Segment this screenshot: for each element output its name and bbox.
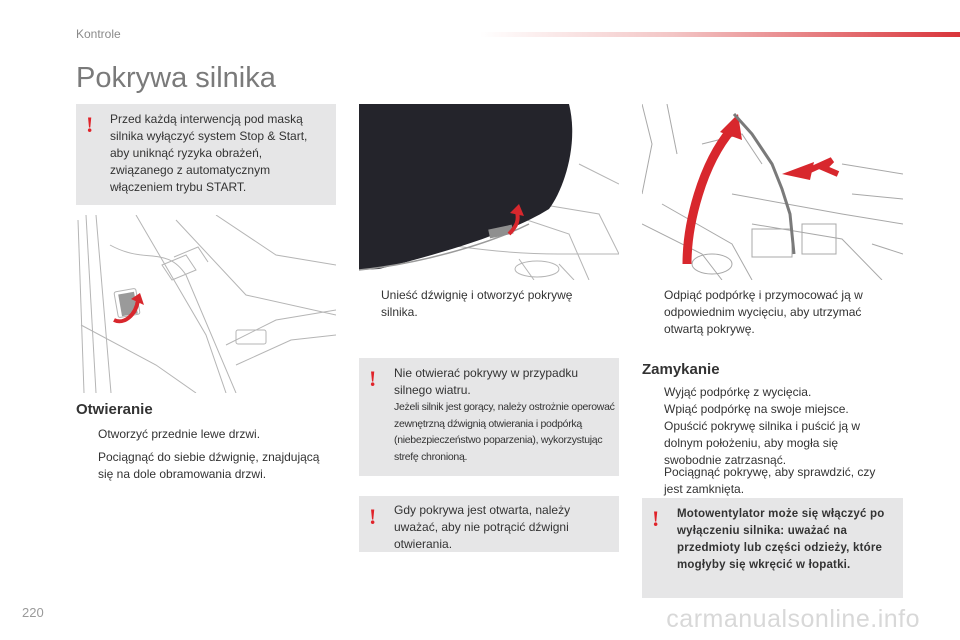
warning-text-small: Jeżeli silnik jest gorący, należy ostrożnie operować zewnętrzną dźwignią otwierania i podpórką (niebezpieczeństwo poparzenia), wykorzystując strefę chronioną.: [394, 401, 615, 463]
prop-rod-drawing: [642, 104, 903, 280]
warning-icon: !: [652, 506, 660, 531]
right-step: [642, 287, 892, 338]
closing-step: [642, 401, 897, 418]
warning-icon: !: [86, 112, 94, 137]
page-number: 220: [22, 605, 44, 620]
warning-box-wind: [359, 358, 619, 476]
step-text: Pociągnąć pokrywę, aby sprawdzić, czy jest zamknięta.: [664, 465, 876, 496]
door-lever-illustration: [76, 215, 336, 393]
warning-text: Gdy pokrywa jest otwarta, należy uważać, aby nie potrącić dźwigni otwierania.: [394, 503, 571, 551]
step-text: Odpiąć podpórkę i przymocować ją w odpowiednim wycięciu, aby utrzymać otwartą pokrywę.: [664, 288, 863, 336]
opening-step: [76, 426, 336, 443]
opening-step: [76, 449, 336, 483]
prop-rod-illustration: [642, 104, 903, 280]
warning-box-stop-start: [76, 104, 336, 205]
step-text: Pociągnąć do siebie dźwignię, znajdującą się na dole obramowania drzwi.: [98, 450, 320, 481]
step-text: Otworzyć przednie lewe drzwi.: [98, 427, 261, 441]
bonnet-lever-illustration: [359, 104, 619, 280]
closing-step: [642, 384, 897, 401]
closing-step: [642, 418, 897, 469]
opening-heading: Otwieranie: [76, 401, 153, 418]
page-title: Pokrywa silnika: [76, 62, 276, 94]
warning-icon: !: [369, 504, 377, 529]
warning-box-lever: [359, 496, 619, 552]
bonnet-lever-drawing: [359, 104, 619, 280]
middle-step: [359, 287, 599, 321]
header-accent-bar: [480, 32, 960, 37]
step-text: Opuścić pokrywę silnika i puścić ją w dolnym położeniu, aby mogła się swobodnie zatrzasnąć.: [664, 419, 861, 467]
closing-step: [642, 464, 897, 498]
section-label: Kontrole: [76, 27, 121, 41]
warning-text: Motowentylator może się włączyć po wyłączeniu silnika: uważać na przedmioty lub części odzieży, które mogłyby się wkręcić w łopatki.: [677, 508, 885, 571]
warning-text: Przed każdą interwencją pod maską silnika wyłączyć system Stop & Start, aby uniknąć ryzyka obrażeń, związanego z automatycznym włączeniem trybu START.: [110, 112, 308, 194]
step-text: Unieść dźwignię i otworzyć pokrywę silnika.: [381, 288, 573, 319]
warning-icon: !: [369, 366, 377, 391]
step-text: Wyjąć podpórkę z wycięcia.: [664, 385, 812, 399]
step-text: Wpiąć podpórkę na swoje miejsce.: [664, 402, 849, 416]
watermark: carmanualsonline.info: [666, 605, 920, 633]
door-lever-drawing: [76, 215, 336, 393]
closing-heading: Zamykanie: [642, 361, 720, 378]
warning-text: Nie otwierać pokrywy w przypadku silnego wiatru.: [394, 366, 579, 397]
warning-box-fan: [642, 498, 903, 598]
